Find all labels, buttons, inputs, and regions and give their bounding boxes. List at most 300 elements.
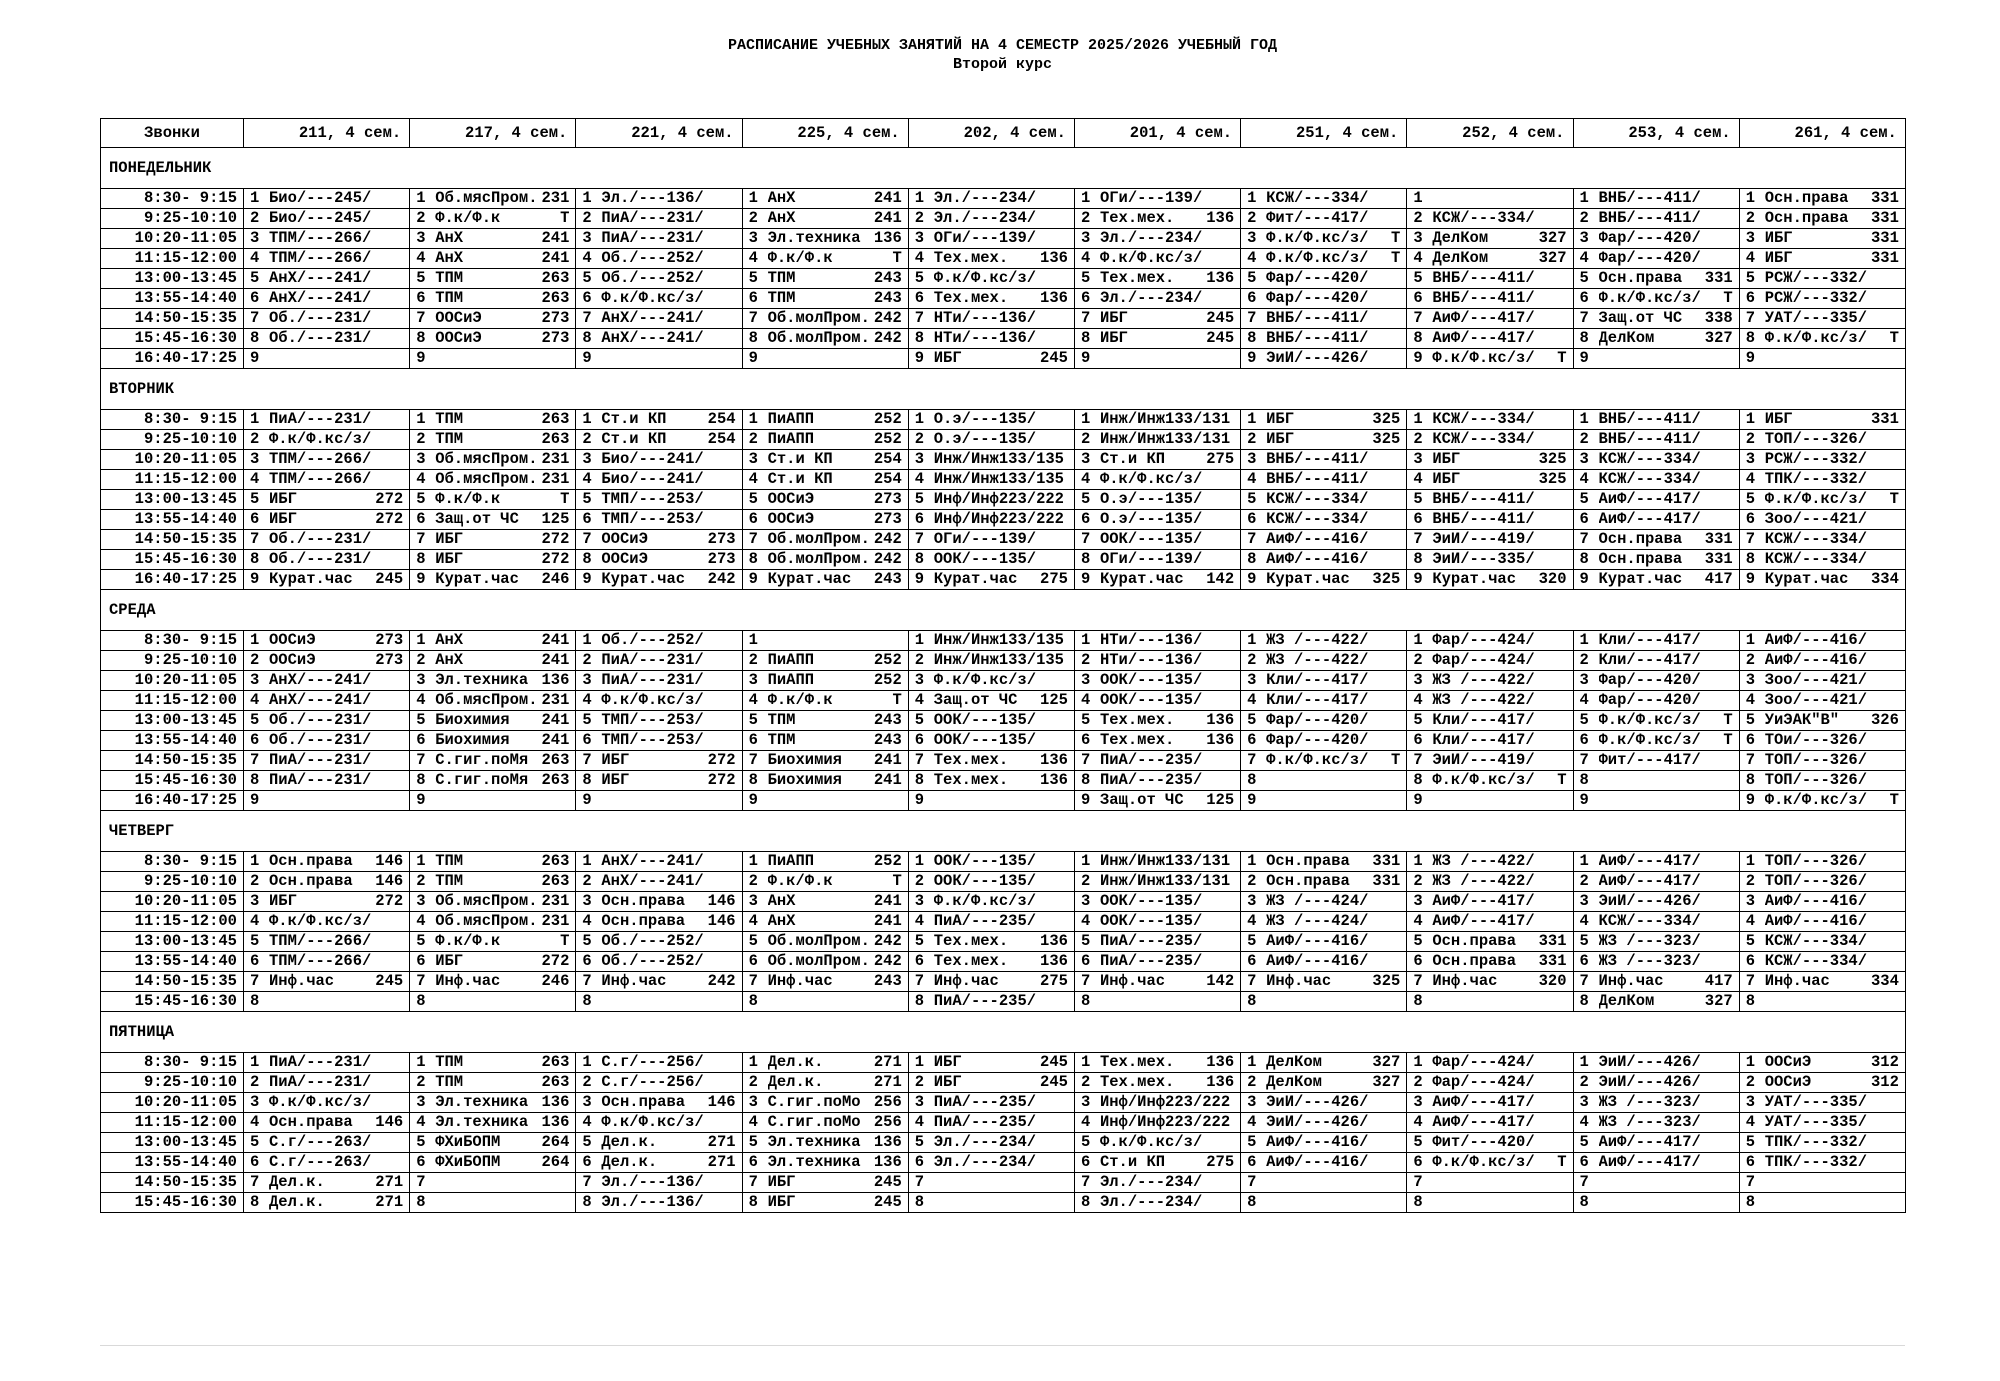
lesson-number: 3 xyxy=(1247,229,1257,247)
lesson-room: 331 xyxy=(1372,872,1401,890)
lesson-number: 7 xyxy=(748,309,758,327)
lesson-number: 4 xyxy=(1579,249,1589,267)
lesson-subject xyxy=(1266,992,1400,1011)
lesson-subject: Эл.техника xyxy=(435,1113,529,1131)
lesson-subject: Ф.к/Ф.кс/з/ xyxy=(1266,751,1369,769)
lesson-room: 245 xyxy=(1040,1073,1068,1091)
lesson-subject: ПиА/---231/ xyxy=(269,1073,372,1091)
lesson-cell xyxy=(1241,410,1407,430)
lesson-subject: Инф.час xyxy=(1099,972,1166,990)
lesson-subject: ЖЗ /---422/ xyxy=(1432,872,1535,890)
lesson-subject: Ф.к/Ф.кс/з/ xyxy=(1598,731,1701,749)
lesson-number: 8 xyxy=(1413,329,1423,347)
lesson-cell xyxy=(244,530,410,550)
lesson-number: 8 xyxy=(250,329,260,347)
lesson-subject: ООСиЭ xyxy=(1764,1073,1812,1091)
lesson-room: 243 xyxy=(873,289,902,307)
lesson-subject: ИБГ xyxy=(1764,229,1793,247)
lesson-subject: Дел.к. xyxy=(767,1053,824,1071)
lesson-cell xyxy=(576,289,742,309)
lesson-number: 6 xyxy=(748,510,758,528)
lesson-cell xyxy=(244,1073,410,1093)
lesson-room: 241 xyxy=(873,912,902,930)
lesson-subject: АнХ/---241/ xyxy=(601,309,704,327)
lesson-cell xyxy=(1573,691,1739,711)
lesson-cell xyxy=(1241,309,1407,329)
lesson-cell xyxy=(1241,269,1407,289)
lesson-number: 1 xyxy=(1413,852,1423,870)
time-cell: 8:30- 9:15 xyxy=(101,410,244,430)
lesson-number: 4 xyxy=(416,470,426,488)
lesson-subject: НТи/---136/ xyxy=(933,309,1037,327)
lesson-subject: Эл./---136/ xyxy=(601,1193,704,1211)
lesson-number: 7 xyxy=(748,530,758,548)
lesson-subject: ТПМ/---266/ xyxy=(269,932,372,950)
day-label-row xyxy=(101,590,1906,631)
lesson-subject: Ф.к/Ф.кс/з/ xyxy=(933,671,1037,689)
lesson-subject: Об.молПром. xyxy=(767,329,870,347)
lesson-number: 2 xyxy=(416,872,426,890)
lesson-cell xyxy=(244,550,410,570)
lesson-subject xyxy=(269,791,403,810)
group-header: 202, 4 сем. xyxy=(908,119,1074,148)
lesson-cell xyxy=(1573,912,1739,932)
lesson-number: 3 xyxy=(416,450,426,468)
lesson-number: 9 xyxy=(748,570,758,588)
lesson-room: Т xyxy=(1889,791,1899,809)
lesson-cell xyxy=(1407,570,1573,590)
lesson-cell xyxy=(1739,430,1905,450)
lesson-number: 5 xyxy=(1247,269,1257,287)
schedule-row xyxy=(101,651,1906,671)
lesson-cell xyxy=(410,329,576,349)
lesson-cell xyxy=(1241,972,1407,992)
lesson-cell xyxy=(244,329,410,349)
lesson-subject: Инф/Инф223/222 xyxy=(1099,1093,1231,1111)
lesson-subject: ТПМ xyxy=(767,711,796,729)
lesson-cell xyxy=(1573,731,1739,751)
lesson-number: 7 xyxy=(416,1173,426,1191)
time-cell: 13:55-14:40 xyxy=(101,1153,244,1173)
lesson-number: 6 xyxy=(416,289,426,307)
time-cell: 11:15-12:00 xyxy=(101,1113,244,1133)
lesson-room: Т xyxy=(892,691,902,709)
lesson-subject: Тех.мех. xyxy=(1099,1053,1175,1071)
lesson-room: 325 xyxy=(1538,470,1567,488)
lesson-subject: Инж/Инж133/131 xyxy=(1099,430,1231,448)
lesson-subject: Эл.техника xyxy=(435,671,529,689)
lesson-subject: ООСиЭ xyxy=(601,530,648,548)
lesson-number: 7 xyxy=(914,530,925,548)
lesson-room: 272 xyxy=(375,510,404,528)
lesson-number: 2 xyxy=(1413,430,1423,448)
lesson-room: 242 xyxy=(873,550,902,568)
lesson-number: 7 xyxy=(1579,972,1589,990)
lesson-cell xyxy=(1074,189,1240,209)
time-cell: 15:45-16:30 xyxy=(101,771,244,791)
lesson-subject xyxy=(934,1193,1068,1212)
lesson-number: 9 xyxy=(1080,791,1091,809)
lesson-cell xyxy=(1407,892,1573,912)
lesson-number: 6 xyxy=(1745,510,1755,528)
lesson-subject: ТПМ/---266/ xyxy=(269,249,372,267)
lesson-cell xyxy=(1407,731,1573,751)
lesson-number: 5 xyxy=(416,932,426,950)
lesson-cell xyxy=(742,309,908,329)
lesson-room: 243 xyxy=(873,972,902,990)
lesson-number: 4 xyxy=(416,691,426,709)
lesson-cell xyxy=(742,872,908,892)
schedule-row xyxy=(101,852,1906,872)
lesson-subject: ООК/---135/ xyxy=(1099,912,1203,930)
lesson-cell xyxy=(1739,550,1905,570)
lesson-subject: Об.молПром. xyxy=(767,530,870,548)
lesson-number: 6 xyxy=(1579,289,1589,307)
lesson-subject: ИБГ xyxy=(435,952,464,970)
lesson-cell xyxy=(1573,852,1739,872)
lesson-room: 331 xyxy=(1870,189,1899,207)
lesson-room: 245 xyxy=(873,1193,902,1211)
lesson-number: 2 xyxy=(1247,430,1257,448)
lesson-number: 6 xyxy=(1413,289,1423,307)
time-cell: 10:20-11:05 xyxy=(101,892,244,912)
lesson-subject: КСЖ/---334/ xyxy=(1598,912,1701,930)
lesson-room: 326 xyxy=(1870,711,1899,729)
lesson-subject: Осн.права xyxy=(1432,932,1517,950)
lesson-subject: АиФ/---416/ xyxy=(1266,530,1369,548)
lesson-subject: Эл./---136/ xyxy=(601,1173,704,1191)
lesson-cell xyxy=(742,1093,908,1113)
lesson-subject: ИБГ xyxy=(269,892,297,910)
lesson-room: Т xyxy=(1391,249,1401,267)
lesson-room: 263 xyxy=(541,430,570,448)
day-label-row xyxy=(101,369,1906,410)
lesson-cell xyxy=(742,189,908,209)
lesson-subject: ЖЗ /---422/ xyxy=(1266,631,1369,649)
lesson-number: 2 xyxy=(1579,209,1589,227)
lesson-subject: Тех.мех. xyxy=(1099,269,1175,287)
lesson-number: 2 xyxy=(1579,872,1589,890)
lesson-number: 7 xyxy=(1413,972,1423,990)
lesson-number: 7 xyxy=(1413,751,1423,769)
group-header: 217, 4 сем. xyxy=(410,119,576,148)
lesson-subject: Ф.к/Ф.кс/з/ xyxy=(1432,1153,1535,1171)
lesson-cell xyxy=(1074,631,1240,651)
lesson-cell xyxy=(1074,892,1240,912)
lesson-cell xyxy=(1241,791,1407,811)
lesson-cell xyxy=(1074,1113,1240,1133)
lesson-cell xyxy=(1573,1173,1739,1193)
lesson-subject: ПиА/---231/ xyxy=(601,671,704,689)
lesson-subject: АиФ/---416/ xyxy=(1764,631,1868,649)
schedule-row xyxy=(101,771,1906,791)
lesson-room: 272 xyxy=(375,892,404,910)
schedule-table-body xyxy=(101,148,1906,1213)
lesson-number: 9 xyxy=(1745,349,1755,367)
lesson-cell xyxy=(1739,992,1905,1012)
lesson-subject: ВНБ/---411/ xyxy=(1266,450,1369,468)
lesson-subject: Ф.к/Ф.кс/з/ xyxy=(1598,289,1701,307)
lesson-subject: АнХ xyxy=(435,229,464,247)
lesson-subject: Фит/---420/ xyxy=(1432,1133,1535,1151)
lesson-cell xyxy=(742,349,908,369)
lesson-subject: ТОП/---326/ xyxy=(1764,852,1868,870)
lesson-number: 2 xyxy=(250,1073,260,1091)
lesson-cell xyxy=(1074,651,1240,671)
lesson-cell xyxy=(410,410,576,430)
lesson-cell xyxy=(244,1053,410,1073)
lesson-room: 245 xyxy=(1206,309,1235,327)
lesson-subject: ТПМ xyxy=(435,410,464,428)
lesson-cell xyxy=(1573,972,1739,992)
lesson-subject: Курат.час xyxy=(269,570,353,588)
lesson-cell xyxy=(244,992,410,1012)
lesson-number: 3 xyxy=(416,1093,426,1111)
lesson-cell xyxy=(244,691,410,711)
schedule-row xyxy=(101,751,1906,771)
lesson-subject: ООСиЭ xyxy=(269,631,316,649)
lesson-subject xyxy=(1765,349,1899,368)
lesson-number: 1 xyxy=(1579,410,1589,428)
lesson-number: 6 xyxy=(1745,952,1755,970)
lesson-number: 3 xyxy=(1413,892,1423,910)
lesson-subject: Об./---231/ xyxy=(269,550,372,568)
lesson-number: 5 xyxy=(582,1133,592,1151)
lesson-subject: ЖЗ /---323/ xyxy=(1598,952,1701,970)
lesson-number: 9 xyxy=(1745,791,1755,809)
lesson-subject: ИБГ xyxy=(767,1173,796,1191)
lesson-cell xyxy=(1739,309,1905,329)
lesson-subject: ПиА/---231/ xyxy=(269,751,372,769)
time-cell: 11:15-12:00 xyxy=(101,912,244,932)
lesson-cell xyxy=(244,651,410,671)
lesson-number: 6 xyxy=(748,731,758,749)
lesson-room: 136 xyxy=(1040,289,1068,307)
lesson-cell xyxy=(1074,1173,1240,1193)
lesson-number: 8 xyxy=(914,1193,925,1211)
lesson-number: 6 xyxy=(914,731,925,749)
lesson-room: 245 xyxy=(1206,329,1235,347)
lesson-number: 6 xyxy=(1247,952,1257,970)
lesson-subject: Эл./---234/ xyxy=(933,1133,1037,1151)
lesson-subject: Фит/---417/ xyxy=(1598,751,1701,769)
lesson-subject xyxy=(435,791,569,810)
lesson-subject: АнХ xyxy=(767,892,796,910)
lesson-cell xyxy=(576,510,742,530)
lesson-subject: Эл.техника xyxy=(767,1153,861,1171)
time-cell: 16:40-17:25 xyxy=(101,570,244,590)
lesson-number: 1 xyxy=(914,631,925,649)
lesson-cell xyxy=(244,711,410,731)
lesson-subject: АиФ/---416/ xyxy=(1266,952,1369,970)
time-cell: 8:30- 9:15 xyxy=(101,631,244,651)
lesson-cell xyxy=(410,872,576,892)
lesson-subject: Ст.и КП xyxy=(601,430,667,448)
lesson-subject: ТОП/---326/ xyxy=(1764,872,1868,890)
day-label-row xyxy=(101,811,1906,852)
lesson-number: 9 xyxy=(416,791,426,809)
lesson-cell xyxy=(576,269,742,289)
lesson-subject: КСЖ/---334/ xyxy=(1432,410,1535,428)
lesson-number: 7 xyxy=(250,530,260,548)
lesson-cell xyxy=(1573,1153,1739,1173)
lesson-cell xyxy=(908,570,1074,590)
schedule-row xyxy=(101,410,1906,430)
lesson-number: 1 xyxy=(748,189,758,207)
lesson-cell xyxy=(1241,209,1407,229)
lesson-number: 7 xyxy=(416,751,426,769)
lesson-cell xyxy=(576,1153,742,1173)
lesson-subject: ИБГ xyxy=(269,510,297,528)
lesson-cell xyxy=(244,510,410,530)
lesson-cell xyxy=(1074,1053,1240,1073)
lesson-number: 7 xyxy=(582,309,592,327)
lesson-subject: Эл./---234/ xyxy=(933,1153,1037,1171)
lesson-number: 8 xyxy=(748,771,758,789)
lesson-cell xyxy=(576,852,742,872)
lesson-number: 4 xyxy=(914,470,925,488)
lesson-cell xyxy=(1407,631,1573,651)
lesson-subject: Курат.час xyxy=(435,570,519,588)
lesson-subject: АнХ xyxy=(767,912,796,930)
lesson-number: 7 xyxy=(914,1173,925,1191)
lesson-subject: Тех.мех. xyxy=(933,249,1009,267)
lesson-room: 272 xyxy=(375,490,404,508)
lesson-subject: Об.молПром. xyxy=(767,952,870,970)
lesson-cell xyxy=(742,711,908,731)
lesson-cell xyxy=(410,1113,576,1133)
lesson-cell xyxy=(908,530,1074,550)
lesson-room: 231 xyxy=(541,450,570,468)
schedule-row xyxy=(101,530,1906,550)
lesson-cell xyxy=(1573,249,1739,269)
lesson-room: 271 xyxy=(873,1073,902,1091)
lesson-number: 4 xyxy=(1745,691,1755,709)
lesson-number: 8 xyxy=(1413,550,1423,568)
lesson-number: 1 xyxy=(1080,189,1091,207)
lesson-room: Т xyxy=(1391,229,1401,247)
lesson-subject: Кли/---417/ xyxy=(1432,731,1535,749)
lesson-cell xyxy=(1074,1193,1240,1213)
lesson-number: 9 xyxy=(250,791,260,809)
lesson-room: 241 xyxy=(873,189,902,207)
lesson-subject: ЭиИ/---419/ xyxy=(1432,751,1535,769)
lesson-cell xyxy=(1241,892,1407,912)
time-cell: 16:40-17:25 xyxy=(101,791,244,811)
lesson-number: 5 xyxy=(1413,490,1423,508)
lesson-room: 331 xyxy=(1870,410,1899,428)
lesson-cell xyxy=(1407,791,1573,811)
lesson-number: 2 xyxy=(1745,872,1755,890)
lesson-cell xyxy=(908,249,1074,269)
lesson-number: 6 xyxy=(914,1153,925,1171)
lesson-cell xyxy=(576,631,742,651)
schedule-row xyxy=(101,1113,1906,1133)
time-cell: 10:20-11:05 xyxy=(101,1093,244,1113)
lesson-room: 327 xyxy=(1372,1053,1401,1071)
lesson-room: 136 xyxy=(1206,1073,1235,1091)
lesson-cell xyxy=(1573,671,1739,691)
lesson-cell xyxy=(1407,1173,1573,1193)
lesson-room: 252 xyxy=(873,410,902,428)
lesson-subject: КСЖ/---334/ xyxy=(1764,550,1868,568)
lesson-cell xyxy=(1407,972,1573,992)
lesson-number: 6 xyxy=(416,731,426,749)
lesson-room: 241 xyxy=(541,731,570,749)
lesson-number: 4 xyxy=(1579,1113,1589,1131)
lesson-subject: Курат.час xyxy=(1764,570,1849,588)
lesson-subject xyxy=(1599,791,1733,810)
lesson-number: 4 xyxy=(416,249,426,267)
lesson-number: 6 xyxy=(1413,510,1423,528)
lesson-number: 6 xyxy=(416,510,426,528)
lesson-number: 6 xyxy=(582,510,592,528)
lesson-subject: ООСиЭ xyxy=(601,550,648,568)
lesson-cell xyxy=(1241,570,1407,590)
lesson-subject xyxy=(1599,1193,1733,1212)
schedule-row xyxy=(101,189,1906,209)
lesson-cell xyxy=(1573,410,1739,430)
lesson-cell xyxy=(1739,711,1905,731)
lesson-subject xyxy=(768,791,902,810)
lesson-number: 1 xyxy=(1579,189,1589,207)
lesson-number: 3 xyxy=(1579,892,1589,910)
lesson-subject: Осн.права xyxy=(1598,530,1683,548)
lesson-number: 3 xyxy=(582,1093,592,1111)
lesson-number: 6 xyxy=(1247,510,1257,528)
lesson-number: 5 xyxy=(1579,711,1589,729)
lesson-number: 5 xyxy=(748,269,758,287)
lesson-number: 6 xyxy=(1080,952,1091,970)
lesson-subject: ТМП/---253/ xyxy=(601,510,704,528)
lesson-subject: ПиА/---235/ xyxy=(1099,932,1203,950)
lesson-cell xyxy=(1739,1153,1905,1173)
lesson-number: 4 xyxy=(1247,1113,1257,1131)
lesson-number: 2 xyxy=(1579,1073,1589,1091)
lesson-subject: ООСиЭ xyxy=(435,309,482,327)
lesson-subject: ТПМ xyxy=(767,269,796,287)
lesson-subject: НТи/---136/ xyxy=(933,329,1037,347)
lesson-cell xyxy=(1573,751,1739,771)
lesson-number: 8 xyxy=(1247,329,1257,347)
lesson-subject: Ф.к/Ф.кс/з/ xyxy=(1432,349,1535,367)
lesson-room: 312 xyxy=(1870,1073,1899,1091)
lesson-room: 256 xyxy=(873,1113,902,1131)
lesson-cell xyxy=(576,309,742,329)
lesson-number: 9 xyxy=(1413,791,1423,809)
lesson-cell xyxy=(1241,550,1407,570)
lesson-number: 6 xyxy=(582,1153,592,1171)
lesson-number: 4 xyxy=(1413,691,1423,709)
lesson-subject xyxy=(768,631,902,650)
lesson-number: 3 xyxy=(1080,671,1091,689)
day-label: ПОНЕДЕЛЬНИК xyxy=(101,148,1906,189)
lesson-subject: О.э/---135/ xyxy=(1099,510,1203,528)
lesson-cell xyxy=(908,892,1074,912)
lesson-number: 5 xyxy=(748,711,758,729)
lesson-room: 146 xyxy=(375,1113,404,1131)
lesson-cell xyxy=(244,671,410,691)
lesson-subject: ЖЗ /---424/ xyxy=(1266,892,1369,910)
lesson-number: 8 xyxy=(914,771,925,789)
lesson-cell xyxy=(410,1153,576,1173)
lesson-subject: Тех.мех. xyxy=(933,751,1009,769)
lesson-subject: АиФ/---417/ xyxy=(1598,490,1701,508)
lesson-number: 7 xyxy=(1247,972,1257,990)
lesson-cell xyxy=(742,771,908,791)
lesson-number: 4 xyxy=(1080,1113,1091,1131)
lesson-number: 3 xyxy=(1247,450,1257,468)
